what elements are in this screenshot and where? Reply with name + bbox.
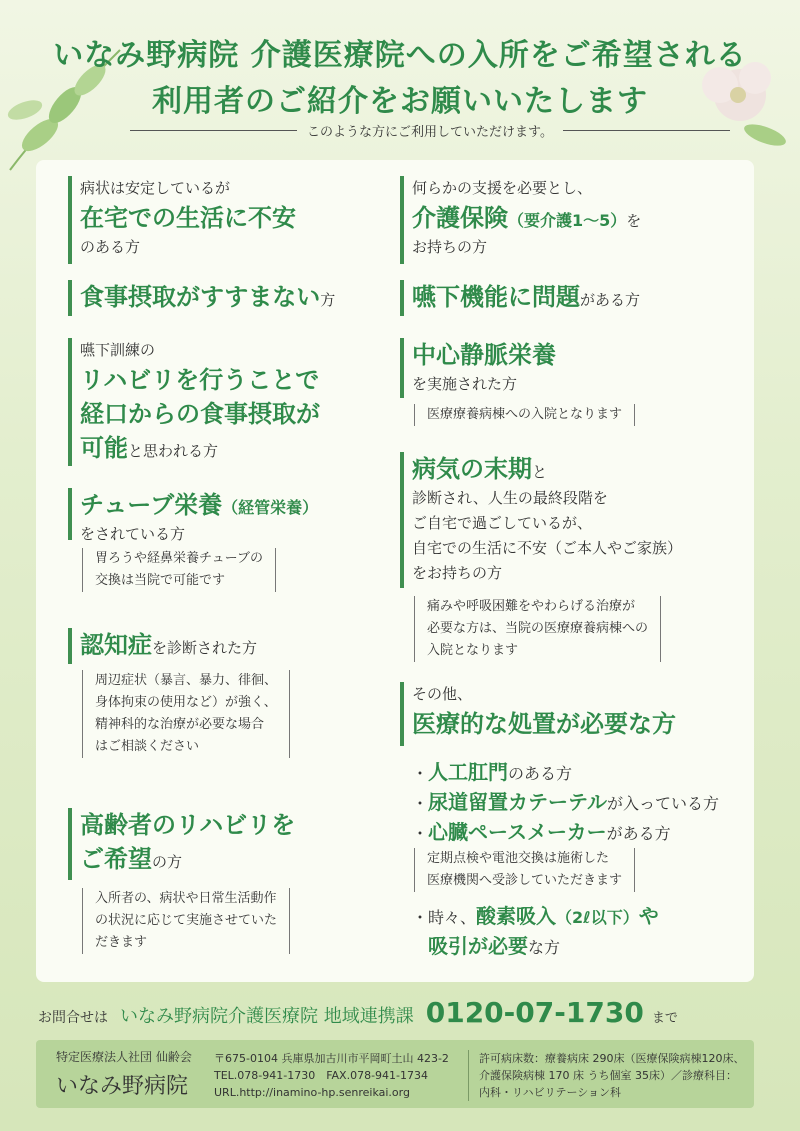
note-box: 入所者の、病状や日常生活動作 の状況に応じて実施させていた だきます bbox=[82, 888, 290, 954]
hospital-logo-name: いなみ野病院 bbox=[56, 1074, 189, 1099]
item-post-text: を実施された方 bbox=[412, 375, 518, 393]
item-heading: 中心静脈栄養 bbox=[412, 341, 556, 369]
note-box: 定期点検や電池交換は施術した 医療機関へ受診していただきます bbox=[414, 848, 635, 892]
item-heading: 医療的な処置が必要な方 bbox=[412, 710, 676, 738]
item-post-text: の方 bbox=[152, 853, 183, 871]
note-box: 痛みや呼吸困難をやわらげる治療が 必要な方は、当院の医療療養病棟への 入院となります bbox=[414, 596, 661, 662]
page-title-line1: いなみ野病院 介護医療院への入所をご希望される bbox=[53, 38, 747, 73]
footer-departments: 内科・リハビリテーション科 bbox=[479, 1086, 622, 1099]
page-title-line2: 利用者のご紹介をお願いいたします bbox=[152, 84, 648, 119]
footer-address: 〒675-0104 兵庫県加古川市平岡町土山 423-2 bbox=[214, 1052, 449, 1065]
contact-suffix: まで bbox=[651, 1011, 678, 1026]
item-heading: 病気の末期 bbox=[412, 455, 532, 483]
list-item: ・時々、酸素吸入（2ℓ以下）や bbox=[412, 904, 659, 928]
contact-line bbox=[38, 996, 758, 1029]
content-card: 病状は安定しているが 在宅での生活に不安 のある方 食事摂取がすすまない方 嚥下訓練の リハビリを行うことで 経口からの食事摂取が 可能と思われる方 チューブ栄養（経管栄養） をされている方 胃ろうや経鼻栄養チューブの 交換は当院で可能です 認知症を診断された方 周辺症状（暴言、暴力、徘徊、 身体拘束の使用など）が強く、 精神科的な治療が必要な場合 はご相談ください 高齢者のリハビリを ご希望の方 入所者の、病状や日常生活動作 の状況に応じて実施させていた だきます 何らかの支援を必要とし、 介護保険（要介護1～5）を お持ちの方 嚥下機能に問題がある方 中心静脈栄養 を実施された方 医療療養病棟への入院となります 病気の末期と 診断され、人生の最終段階を ご自宅で過ごしているが、 自宅での生活に不安（ご本人やご家族） をお持ちの方 痛みや呼吸困難をやわらげる治療が 必要な方は、当院の医療療養病棟への 入院となります その他、 医療的な処置が必要な方 ・人工肛門のある方 ・尿道留置カテーテルが入っている方 ・心臓ペースメーカーがある方 定期点検や電池交換は施術した 医療機関へ受診していただきます ・時々、酸素吸入（2ℓ以下）や 吸引が必要な方 bbox=[36, 160, 754, 982]
list-item: 吸引が必要な方 bbox=[428, 934, 561, 958]
subtitle bbox=[130, 118, 730, 142]
item-heading: ご希望 bbox=[80, 845, 152, 873]
subtitle-text: このような方にご利用していただけます。 bbox=[307, 124, 553, 140]
divider bbox=[563, 130, 730, 131]
item-post-text: のある方 bbox=[80, 238, 141, 256]
item-post-text: お持ちの方 bbox=[412, 238, 488, 256]
contact-phone[interactable]: 0120-07-1730 bbox=[425, 996, 644, 1029]
list-item: ・尿道留置カテーテルが入っている方 bbox=[412, 790, 720, 814]
item-heading: 経口からの食事摂取が bbox=[80, 400, 320, 428]
bullet-list bbox=[412, 758, 719, 848]
item-pre-text: 嚥下訓練の bbox=[80, 341, 156, 359]
item-heading: 可能 bbox=[80, 434, 128, 462]
note-box: 胃ろうや経鼻栄養チューブの 交換は当院で可能です bbox=[82, 548, 276, 592]
footer-tel: TEL.078-941-1730 FAX.078-941-1734 bbox=[214, 1069, 429, 1082]
list-item: ・人工肛門のある方 bbox=[412, 760, 573, 784]
item-pre-text: その他、 bbox=[412, 685, 473, 703]
item-heading: 食事摂取がすすまない bbox=[80, 283, 321, 311]
item-post-text: がある方 bbox=[580, 291, 641, 309]
footer-beds: 許可病床数：療養病床 290床（医療保険病棟120床、 bbox=[479, 1052, 745, 1065]
corp-name: 特定医療法人社団 仙齢会 bbox=[56, 1050, 192, 1064]
item-post-text: と思われる方 bbox=[128, 442, 219, 460]
item-pre-text: 何らかの支援を必要とし、 bbox=[412, 179, 593, 197]
item-post-text: 方 bbox=[320, 291, 336, 309]
item-heading: 在宅での生活に不安 bbox=[80, 204, 296, 232]
item-heading: チューブ栄養 bbox=[80, 491, 223, 519]
item-heading: 高齢者のリハビリを bbox=[80, 811, 296, 839]
item-sub-heading: （要介護1～5） bbox=[508, 211, 627, 230]
contact-dept: いなみ野病院介護医療院 地域連携課 bbox=[120, 1006, 414, 1027]
footer bbox=[36, 1040, 754, 1108]
footer-beds: 介護保険病棟 170 床 うち個室 35床）／診療科目： bbox=[479, 1069, 737, 1082]
item-post-text: を診断された方 bbox=[152, 639, 258, 657]
item-heading: リハビリを行うことで bbox=[80, 366, 320, 394]
item-sub-heading: （経管栄養） bbox=[222, 498, 319, 517]
note-box: 周辺症状（暴言、暴力、徘徊、 身体拘束の使用など）が強く、 精神科的な治療が必要な場合 はご相談ください bbox=[82, 670, 290, 758]
divider bbox=[130, 130, 297, 131]
bullet-list bbox=[412, 902, 659, 962]
item-pre-text: 病状は安定しているが bbox=[80, 179, 231, 197]
list-item: ・心臓ペースメーカーがある方 bbox=[412, 820, 671, 844]
item-heading: 嚥下機能に問題 bbox=[412, 283, 580, 311]
footer-url[interactable]: URL.http://inamino-hp.senreikai.org bbox=[214, 1086, 410, 1099]
note-box: 医療療養病棟への入院となります bbox=[414, 404, 635, 426]
item-heading: 認知症 bbox=[80, 631, 152, 659]
contact-prefix: お問合せは bbox=[38, 1010, 108, 1026]
item-heading: 介護保険 bbox=[412, 204, 508, 232]
item-post-text: をされている方 bbox=[80, 525, 186, 543]
